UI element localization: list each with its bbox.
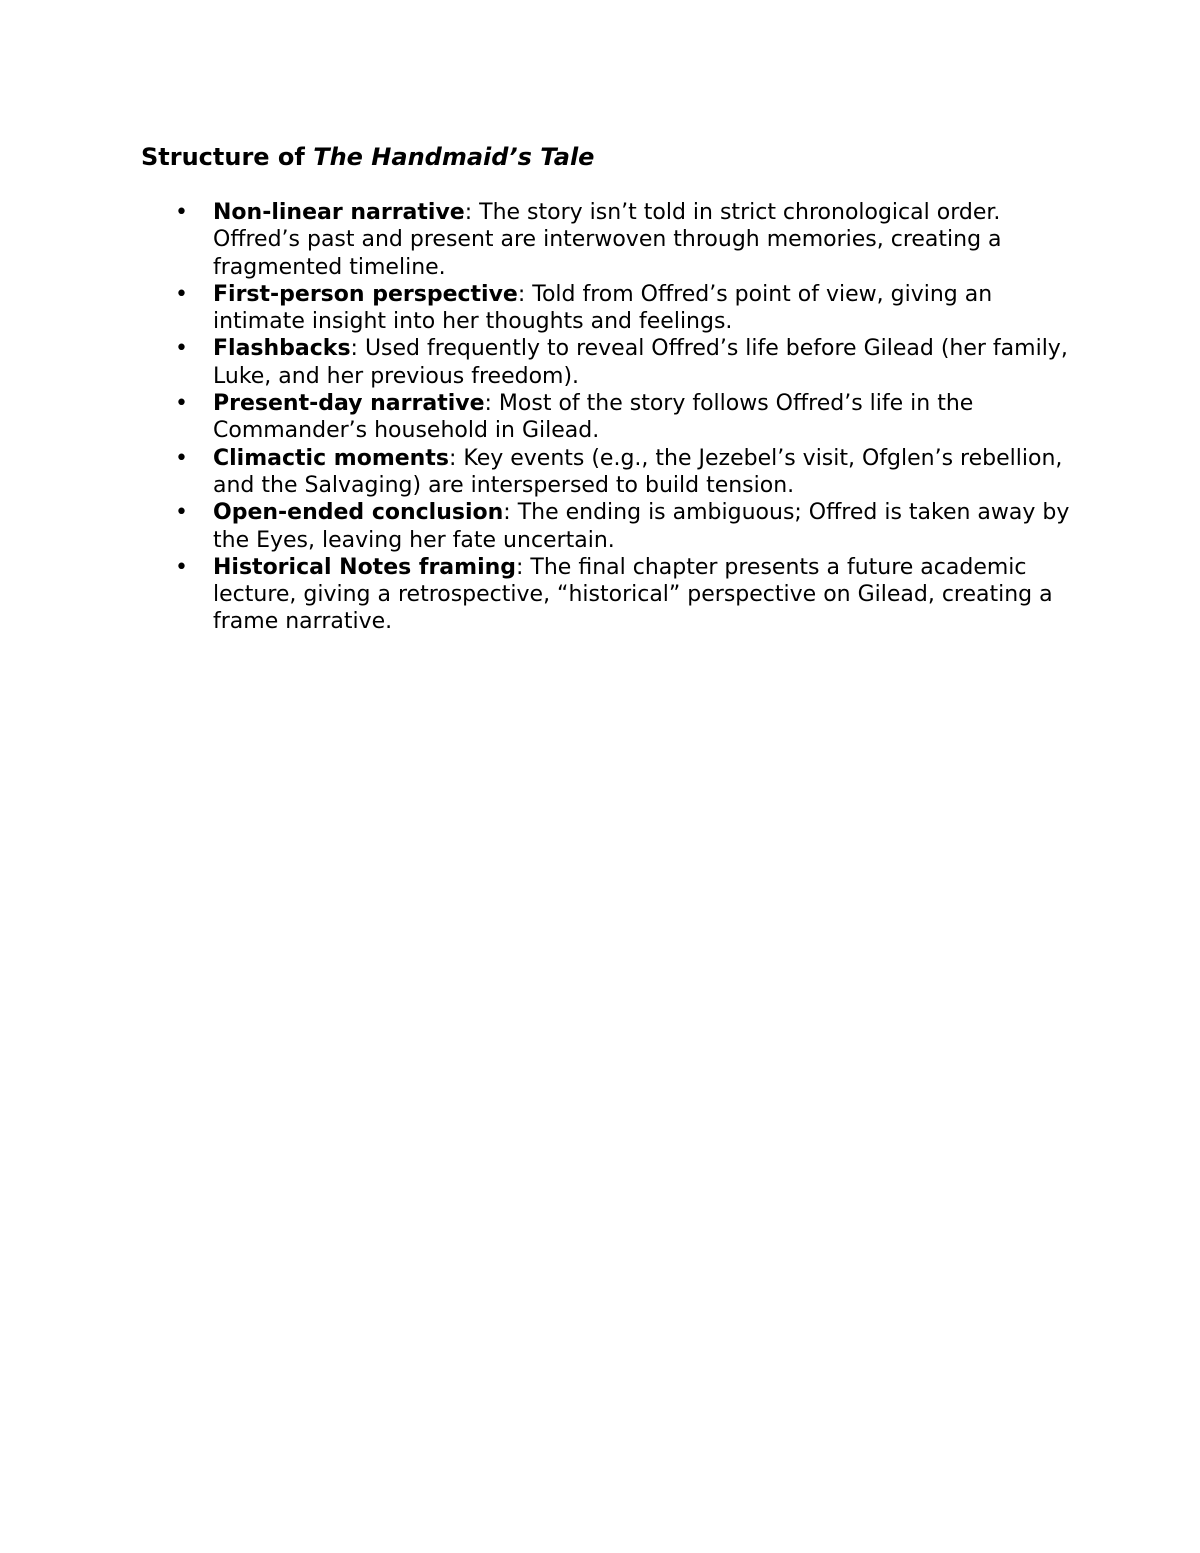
document-title: [141, 140, 594, 174]
title-prefix: Structure of: [141, 143, 314, 171]
list-item-term: Non-linear narrative: [213, 200, 465, 225]
list-item-text: : The story isn’t told in strict chronological order. Offred’s past and present are interwoven through memories, creating a fragmented timeline.: [213, 200, 1002, 280]
bullet-icon: •: [175, 445, 188, 471]
list-item: [141, 281, 1071, 336]
structure-bullet-list: [141, 199, 1071, 636]
list-item-term: Historical Notes framing: [213, 554, 517, 580]
bullet-icon: •: [175, 500, 188, 526]
bullet-icon: •: [175, 200, 188, 225]
list-item-term: First-person perspective: [213, 281, 518, 307]
bullet-icon: •: [175, 336, 188, 362]
list-item-text: : Used frequently to reveal Offred’s life before Gilead (her family, Luke, and her previous freedom).: [213, 336, 1068, 389]
list-item: [141, 199, 1071, 281]
list-item-term: Present-day narrative: [213, 391, 485, 417]
list-item-text: : Most of the story follows Offred’s life in the Commander’s household in Gilead.: [213, 391, 974, 444]
list-item-term: Flashbacks: [213, 336, 351, 362]
list-item: [141, 335, 1071, 390]
list-item: [141, 499, 1071, 554]
bullet-icon: •: [175, 281, 188, 307]
list-item-text: : The final chapter presents a future academic lecture, giving a retrospective, “historical” perspective on Gilead, creating a frame narrative.: [213, 554, 1053, 635]
list-item-term: Open-ended conclusion: [213, 500, 504, 526]
bullet-icon: •: [175, 391, 188, 417]
list-item: [141, 554, 1071, 636]
bullet-icon: •: [175, 554, 188, 580]
list-item-text: : Key events (e.g., the Jezebel’s visit, Ofglen’s rebellion, and the Salvaging) are interspersed to build tension.: [213, 445, 1063, 498]
title-book-name: The Handmaid’s Tale: [313, 143, 595, 171]
list-item-text: : The ending is ambiguous; Offred is taken away by the Eyes, leaving her fate uncertain.: [213, 500, 1070, 553]
list-item-term: Climactic moments: [213, 445, 449, 471]
list-item-text: : Told from Offred’s point of view, giving an intimate insight into her thoughts and feelings.: [213, 281, 993, 335]
list-item: [141, 445, 1071, 500]
list-item: [141, 390, 1071, 445]
